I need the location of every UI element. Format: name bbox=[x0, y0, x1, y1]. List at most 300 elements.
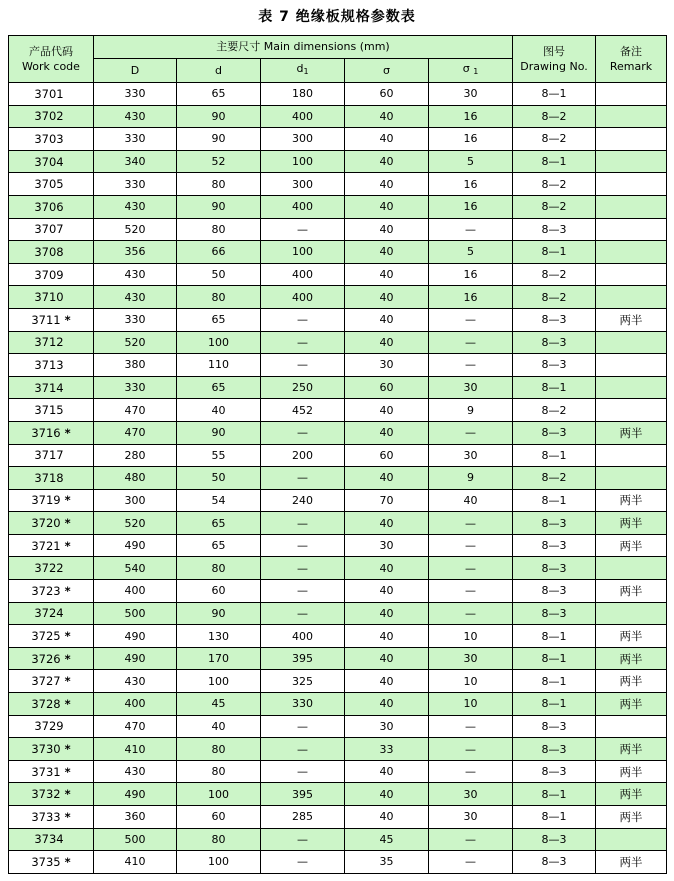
header-col-sigma: σ bbox=[345, 59, 429, 83]
table-body bbox=[9, 83, 667, 874]
cell-remark: 两半 bbox=[596, 738, 667, 761]
cell-remark: 两半 bbox=[596, 580, 667, 603]
cell-work-code bbox=[9, 173, 94, 196]
cell-d: 80 bbox=[177, 557, 261, 580]
cell-d: 50 bbox=[177, 263, 261, 286]
cell-remark bbox=[596, 715, 667, 738]
cell-sigma: 40 bbox=[345, 467, 429, 490]
cell-D: 410 bbox=[94, 738, 177, 761]
cell-sigma1: — bbox=[429, 534, 513, 557]
split-marker: * bbox=[64, 516, 71, 531]
cell-sigma1: — bbox=[429, 421, 513, 444]
cell-sigma: 40 bbox=[345, 760, 429, 783]
table-row bbox=[9, 421, 667, 444]
cell-d: 90 bbox=[177, 421, 261, 444]
table-row bbox=[9, 670, 667, 693]
cell-D: 330 bbox=[94, 83, 177, 106]
cell-d: 130 bbox=[177, 625, 261, 648]
cell-d1: — bbox=[261, 715, 345, 738]
cell-D: 520 bbox=[94, 512, 177, 535]
cell-drawing-no: 8—3 bbox=[513, 512, 596, 535]
cell-D: 400 bbox=[94, 580, 177, 603]
cell-sigma: 40 bbox=[345, 150, 429, 173]
cell-d1: 250 bbox=[261, 376, 345, 399]
header-col-d1-sub: 1 bbox=[303, 67, 309, 76]
cell-sigma1: 30 bbox=[429, 83, 513, 106]
cell-sigma1: 30 bbox=[429, 376, 513, 399]
header-main-dimensions: 主要尺寸 Main dimensions (mm) bbox=[94, 36, 513, 59]
cell-sigma1: 16 bbox=[429, 286, 513, 309]
cell-D: 430 bbox=[94, 105, 177, 128]
cell-d1: — bbox=[261, 760, 345, 783]
split-marker: * bbox=[64, 742, 71, 757]
cell-D: 470 bbox=[94, 421, 177, 444]
cell-remark: 两半 bbox=[596, 783, 667, 806]
cell-remark bbox=[596, 263, 667, 286]
cell-work-code bbox=[9, 512, 94, 535]
split-marker: * bbox=[64, 854, 71, 869]
work-code-value: 3728 bbox=[31, 696, 61, 711]
cell-remark: 两半 bbox=[596, 489, 667, 512]
work-code-value: 3723 bbox=[31, 583, 61, 598]
cell-drawing-no: 8—3 bbox=[513, 557, 596, 580]
cell-remark: 两半 bbox=[596, 693, 667, 716]
table-row bbox=[9, 173, 667, 196]
cell-d: 80 bbox=[177, 760, 261, 783]
cell-sigma: 40 bbox=[345, 241, 429, 264]
header-col-sigma1-sub: 1 bbox=[473, 67, 479, 76]
cell-work-code bbox=[9, 421, 94, 444]
cell-d1: 395 bbox=[261, 783, 345, 806]
cell-d1: — bbox=[261, 421, 345, 444]
cell-remark bbox=[596, 195, 667, 218]
cell-d1: — bbox=[261, 851, 345, 874]
cell-sigma1: 30 bbox=[429, 647, 513, 670]
cell-sigma1: 16 bbox=[429, 128, 513, 151]
cell-sigma1: — bbox=[429, 354, 513, 377]
cell-work-code bbox=[9, 738, 94, 761]
cell-d: 90 bbox=[177, 128, 261, 151]
work-code-value: 3704 bbox=[34, 154, 64, 169]
cell-sigma1: 30 bbox=[429, 444, 513, 467]
cell-D: 330 bbox=[94, 376, 177, 399]
cell-d: 45 bbox=[177, 693, 261, 716]
work-code-value: 3726 bbox=[31, 651, 61, 666]
work-code-value: 3713 bbox=[34, 357, 64, 372]
cell-d1: 285 bbox=[261, 806, 345, 829]
table-title: 表 7 绝缘板规格参数表 bbox=[258, 9, 416, 25]
cell-sigma: 60 bbox=[345, 376, 429, 399]
work-code-value: 3706 bbox=[34, 199, 64, 214]
cell-sigma: 40 bbox=[345, 286, 429, 309]
split-marker: * bbox=[64, 583, 71, 598]
cell-sigma: 40 bbox=[345, 783, 429, 806]
cell-work-code bbox=[9, 602, 94, 625]
work-code-value: 3716 bbox=[31, 425, 61, 440]
cell-d1: — bbox=[261, 512, 345, 535]
cell-sigma: 40 bbox=[345, 128, 429, 151]
work-code-value: 3725 bbox=[31, 629, 61, 644]
cell-remark: 两半 bbox=[596, 625, 667, 648]
cell-D: 490 bbox=[94, 647, 177, 670]
cell-work-code bbox=[9, 625, 94, 648]
header-col-d: d bbox=[177, 59, 261, 83]
cell-sigma: 40 bbox=[345, 263, 429, 286]
cell-d1: — bbox=[261, 467, 345, 490]
cell-D: 340 bbox=[94, 150, 177, 173]
cell-remark: 两半 bbox=[596, 670, 667, 693]
cell-drawing-no: 8—3 bbox=[513, 760, 596, 783]
split-marker: * bbox=[64, 787, 71, 802]
cell-drawing-no: 8—1 bbox=[513, 83, 596, 106]
cell-drawing-no: 8—1 bbox=[513, 670, 596, 693]
work-code-value: 3712 bbox=[34, 335, 64, 350]
table-row bbox=[9, 693, 667, 716]
cell-D: 360 bbox=[94, 806, 177, 829]
work-code-value: 3708 bbox=[34, 244, 64, 259]
work-code-value: 3720 bbox=[31, 516, 61, 531]
work-code-value: 3711 bbox=[31, 312, 61, 327]
cell-d1: 330 bbox=[261, 693, 345, 716]
cell-d: 100 bbox=[177, 851, 261, 874]
cell-sigma1: — bbox=[429, 308, 513, 331]
header-code-en: Work code bbox=[22, 60, 80, 73]
cell-sigma: 60 bbox=[345, 83, 429, 106]
work-code-value: 3701 bbox=[34, 86, 64, 101]
table-row bbox=[9, 783, 667, 806]
table-row bbox=[9, 715, 667, 738]
cell-d1: 300 bbox=[261, 128, 345, 151]
cell-sigma1: 10 bbox=[429, 670, 513, 693]
cell-sigma1: 30 bbox=[429, 783, 513, 806]
cell-d1: — bbox=[261, 534, 345, 557]
table-row bbox=[9, 105, 667, 128]
cell-d1: — bbox=[261, 308, 345, 331]
cell-sigma1: — bbox=[429, 715, 513, 738]
cell-drawing-no: 8—2 bbox=[513, 286, 596, 309]
split-marker: * bbox=[64, 764, 71, 779]
cell-drawing-no: 8—3 bbox=[513, 715, 596, 738]
header-col-D: D bbox=[94, 59, 177, 83]
table-row bbox=[9, 738, 667, 761]
cell-D: 430 bbox=[94, 760, 177, 783]
cell-d1: 325 bbox=[261, 670, 345, 693]
work-code-value: 3732 bbox=[31, 787, 61, 802]
work-code-value: 3722 bbox=[34, 561, 64, 576]
cell-work-code bbox=[9, 693, 94, 716]
split-marker: * bbox=[64, 312, 71, 327]
cell-drawing-no: 8—2 bbox=[513, 105, 596, 128]
cell-remark bbox=[596, 83, 667, 106]
cell-sigma1: — bbox=[429, 580, 513, 603]
cell-drawing-no: 8—3 bbox=[513, 738, 596, 761]
cell-d: 65 bbox=[177, 83, 261, 106]
table-row bbox=[9, 195, 667, 218]
cell-sigma: 70 bbox=[345, 489, 429, 512]
cell-drawing-no: 8—3 bbox=[513, 421, 596, 444]
cell-sigma: 33 bbox=[345, 738, 429, 761]
cell-remark bbox=[596, 128, 667, 151]
cell-D: 280 bbox=[94, 444, 177, 467]
table-row bbox=[9, 444, 667, 467]
cell-remark: 两半 bbox=[596, 647, 667, 670]
cell-sigma1: — bbox=[429, 557, 513, 580]
cell-d: 60 bbox=[177, 580, 261, 603]
cell-D: 520 bbox=[94, 218, 177, 241]
cell-drawing-no: 8—3 bbox=[513, 308, 596, 331]
cell-D: 400 bbox=[94, 693, 177, 716]
work-code-value: 3729 bbox=[34, 719, 64, 734]
cell-drawing-no: 8—1 bbox=[513, 783, 596, 806]
cell-sigma: 40 bbox=[345, 602, 429, 625]
cell-remark: 两半 bbox=[596, 421, 667, 444]
cell-drawing-no: 8—3 bbox=[513, 828, 596, 851]
split-marker: * bbox=[64, 674, 71, 689]
header-drawing-no bbox=[513, 36, 596, 83]
cell-drawing-no: 8—3 bbox=[513, 354, 596, 377]
cell-sigma1: 9 bbox=[429, 467, 513, 490]
cell-sigma1: 40 bbox=[429, 489, 513, 512]
cell-D: 430 bbox=[94, 670, 177, 693]
cell-D: 470 bbox=[94, 399, 177, 422]
cell-d1: 452 bbox=[261, 399, 345, 422]
cell-d1: 100 bbox=[261, 150, 345, 173]
cell-d1: 400 bbox=[261, 286, 345, 309]
cell-drawing-no: 8—3 bbox=[513, 851, 596, 874]
cell-drawing-no: 8—3 bbox=[513, 602, 596, 625]
cell-work-code bbox=[9, 195, 94, 218]
cell-d: 80 bbox=[177, 738, 261, 761]
split-marker: * bbox=[64, 493, 71, 508]
table-row bbox=[9, 331, 667, 354]
cell-work-code bbox=[9, 715, 94, 738]
work-code-value: 3710 bbox=[34, 290, 64, 305]
split-marker: * bbox=[64, 629, 71, 644]
cell-sigma1: 5 bbox=[429, 241, 513, 264]
cell-work-code bbox=[9, 83, 94, 106]
cell-sigma: 40 bbox=[345, 331, 429, 354]
cell-sigma: 35 bbox=[345, 851, 429, 874]
cell-D: 430 bbox=[94, 286, 177, 309]
cell-work-code bbox=[9, 399, 94, 422]
cell-work-code bbox=[9, 128, 94, 151]
split-marker: * bbox=[64, 696, 71, 711]
cell-drawing-no: 8—1 bbox=[513, 241, 596, 264]
cell-sigma1: 30 bbox=[429, 806, 513, 829]
header-drawing-en: Drawing No. bbox=[520, 60, 588, 73]
cell-d1: — bbox=[261, 828, 345, 851]
work-code-value: 3705 bbox=[34, 177, 64, 192]
cell-sigma: 40 bbox=[345, 421, 429, 444]
table-row bbox=[9, 512, 667, 535]
cell-d1: 100 bbox=[261, 241, 345, 264]
cell-sigma: 45 bbox=[345, 828, 429, 851]
table-row bbox=[9, 625, 667, 648]
header-work-code bbox=[9, 36, 94, 83]
cell-d1: 200 bbox=[261, 444, 345, 467]
cell-d1: — bbox=[261, 580, 345, 603]
cell-sigma1: 5 bbox=[429, 150, 513, 173]
cell-d: 50 bbox=[177, 467, 261, 490]
cell-D: 520 bbox=[94, 331, 177, 354]
table-row bbox=[9, 647, 667, 670]
cell-work-code bbox=[9, 263, 94, 286]
table-row bbox=[9, 263, 667, 286]
cell-work-code bbox=[9, 218, 94, 241]
cell-remark bbox=[596, 354, 667, 377]
table-row bbox=[9, 580, 667, 603]
cell-work-code bbox=[9, 670, 94, 693]
cell-remark bbox=[596, 105, 667, 128]
cell-work-code bbox=[9, 331, 94, 354]
cell-drawing-no: 8—2 bbox=[513, 128, 596, 151]
cell-d: 80 bbox=[177, 828, 261, 851]
work-code-value: 3703 bbox=[34, 131, 64, 146]
cell-D: 430 bbox=[94, 195, 177, 218]
table-row bbox=[9, 218, 667, 241]
cell-d1: — bbox=[261, 557, 345, 580]
header-col-sigma1 bbox=[429, 59, 513, 83]
split-marker: * bbox=[64, 809, 71, 824]
cell-remark bbox=[596, 444, 667, 467]
cell-drawing-no: 8—3 bbox=[513, 331, 596, 354]
cell-d1: 400 bbox=[261, 105, 345, 128]
cell-sigma1: 16 bbox=[429, 173, 513, 196]
cell-sigma: 40 bbox=[345, 557, 429, 580]
cell-D: 490 bbox=[94, 783, 177, 806]
cell-d: 54 bbox=[177, 489, 261, 512]
table-header bbox=[9, 36, 667, 83]
cell-d: 100 bbox=[177, 670, 261, 693]
cell-drawing-no: 8—1 bbox=[513, 693, 596, 716]
cell-drawing-no: 8—3 bbox=[513, 534, 596, 557]
cell-D: 480 bbox=[94, 467, 177, 490]
cell-drawing-no: 8—1 bbox=[513, 444, 596, 467]
cell-D: 540 bbox=[94, 557, 177, 580]
cell-remark bbox=[596, 557, 667, 580]
table-row bbox=[9, 150, 667, 173]
split-marker: * bbox=[64, 425, 71, 440]
cell-remark bbox=[596, 399, 667, 422]
cell-remark: 两半 bbox=[596, 308, 667, 331]
cell-sigma1: — bbox=[429, 738, 513, 761]
cell-d1: 400 bbox=[261, 195, 345, 218]
cell-work-code bbox=[9, 150, 94, 173]
header-remark-cn: 备注 bbox=[620, 45, 642, 58]
cell-d: 65 bbox=[177, 308, 261, 331]
table-row bbox=[9, 286, 667, 309]
cell-sigma1: — bbox=[429, 851, 513, 874]
cell-d: 100 bbox=[177, 783, 261, 806]
work-code-value: 3730 bbox=[31, 742, 61, 757]
cell-d1: 400 bbox=[261, 263, 345, 286]
cell-remark bbox=[596, 286, 667, 309]
work-code-value: 3714 bbox=[34, 380, 64, 395]
cell-sigma: 40 bbox=[345, 647, 429, 670]
table-row bbox=[9, 308, 667, 331]
cell-sigma: 40 bbox=[345, 580, 429, 603]
cell-d1: 400 bbox=[261, 625, 345, 648]
cell-sigma1: — bbox=[429, 828, 513, 851]
table-row bbox=[9, 489, 667, 512]
cell-work-code bbox=[9, 851, 94, 874]
cell-d: 65 bbox=[177, 512, 261, 535]
cell-D: 410 bbox=[94, 851, 177, 874]
cell-drawing-no: 8—2 bbox=[513, 195, 596, 218]
cell-remark: 两半 bbox=[596, 534, 667, 557]
cell-sigma1: 10 bbox=[429, 693, 513, 716]
cell-remark bbox=[596, 376, 667, 399]
cell-d1: 240 bbox=[261, 489, 345, 512]
table-row bbox=[9, 354, 667, 377]
cell-sigma: 30 bbox=[345, 354, 429, 377]
cell-d: 90 bbox=[177, 105, 261, 128]
cell-work-code bbox=[9, 557, 94, 580]
cell-work-code bbox=[9, 354, 94, 377]
cell-sigma1: 16 bbox=[429, 195, 513, 218]
work-code-value: 3733 bbox=[31, 809, 61, 824]
cell-remark bbox=[596, 467, 667, 490]
cell-D: 330 bbox=[94, 128, 177, 151]
cell-drawing-no: 8—3 bbox=[513, 580, 596, 603]
cell-d: 66 bbox=[177, 241, 261, 264]
cell-d: 110 bbox=[177, 354, 261, 377]
cell-sigma1: — bbox=[429, 331, 513, 354]
cell-d: 100 bbox=[177, 331, 261, 354]
cell-drawing-no: 8—1 bbox=[513, 647, 596, 670]
table-row bbox=[9, 399, 667, 422]
cell-sigma: 40 bbox=[345, 308, 429, 331]
table-row bbox=[9, 602, 667, 625]
table-row bbox=[9, 806, 667, 829]
table-row bbox=[9, 851, 667, 874]
cell-work-code bbox=[9, 783, 94, 806]
cell-remark bbox=[596, 218, 667, 241]
work-code-value: 3727 bbox=[31, 674, 61, 689]
work-code-value: 3715 bbox=[34, 403, 64, 418]
cell-sigma: 40 bbox=[345, 105, 429, 128]
work-code-value: 3717 bbox=[34, 448, 64, 463]
cell-work-code bbox=[9, 376, 94, 399]
cell-remark bbox=[596, 602, 667, 625]
cell-d1: — bbox=[261, 602, 345, 625]
cell-sigma: 40 bbox=[345, 693, 429, 716]
table-row bbox=[9, 467, 667, 490]
header-col-d1-base: d bbox=[296, 62, 304, 75]
cell-remark: 两半 bbox=[596, 851, 667, 874]
cell-d1: 180 bbox=[261, 83, 345, 106]
cell-drawing-no: 8—3 bbox=[513, 218, 596, 241]
cell-d: 40 bbox=[177, 399, 261, 422]
cell-D: 500 bbox=[94, 602, 177, 625]
cell-work-code bbox=[9, 580, 94, 603]
work-code-value: 3709 bbox=[34, 267, 64, 282]
cell-D: 356 bbox=[94, 241, 177, 264]
cell-sigma: 40 bbox=[345, 670, 429, 693]
cell-D: 430 bbox=[94, 263, 177, 286]
split-marker: * bbox=[64, 651, 71, 666]
table-row bbox=[9, 760, 667, 783]
table-row bbox=[9, 128, 667, 151]
cell-drawing-no: 8—2 bbox=[513, 173, 596, 196]
cell-work-code bbox=[9, 489, 94, 512]
cell-sigma1: — bbox=[429, 602, 513, 625]
cell-drawing-no: 8—2 bbox=[513, 467, 596, 490]
cell-remark: 两半 bbox=[596, 512, 667, 535]
cell-d: 90 bbox=[177, 602, 261, 625]
cell-work-code bbox=[9, 105, 94, 128]
work-code-value: 3735 bbox=[31, 854, 61, 869]
